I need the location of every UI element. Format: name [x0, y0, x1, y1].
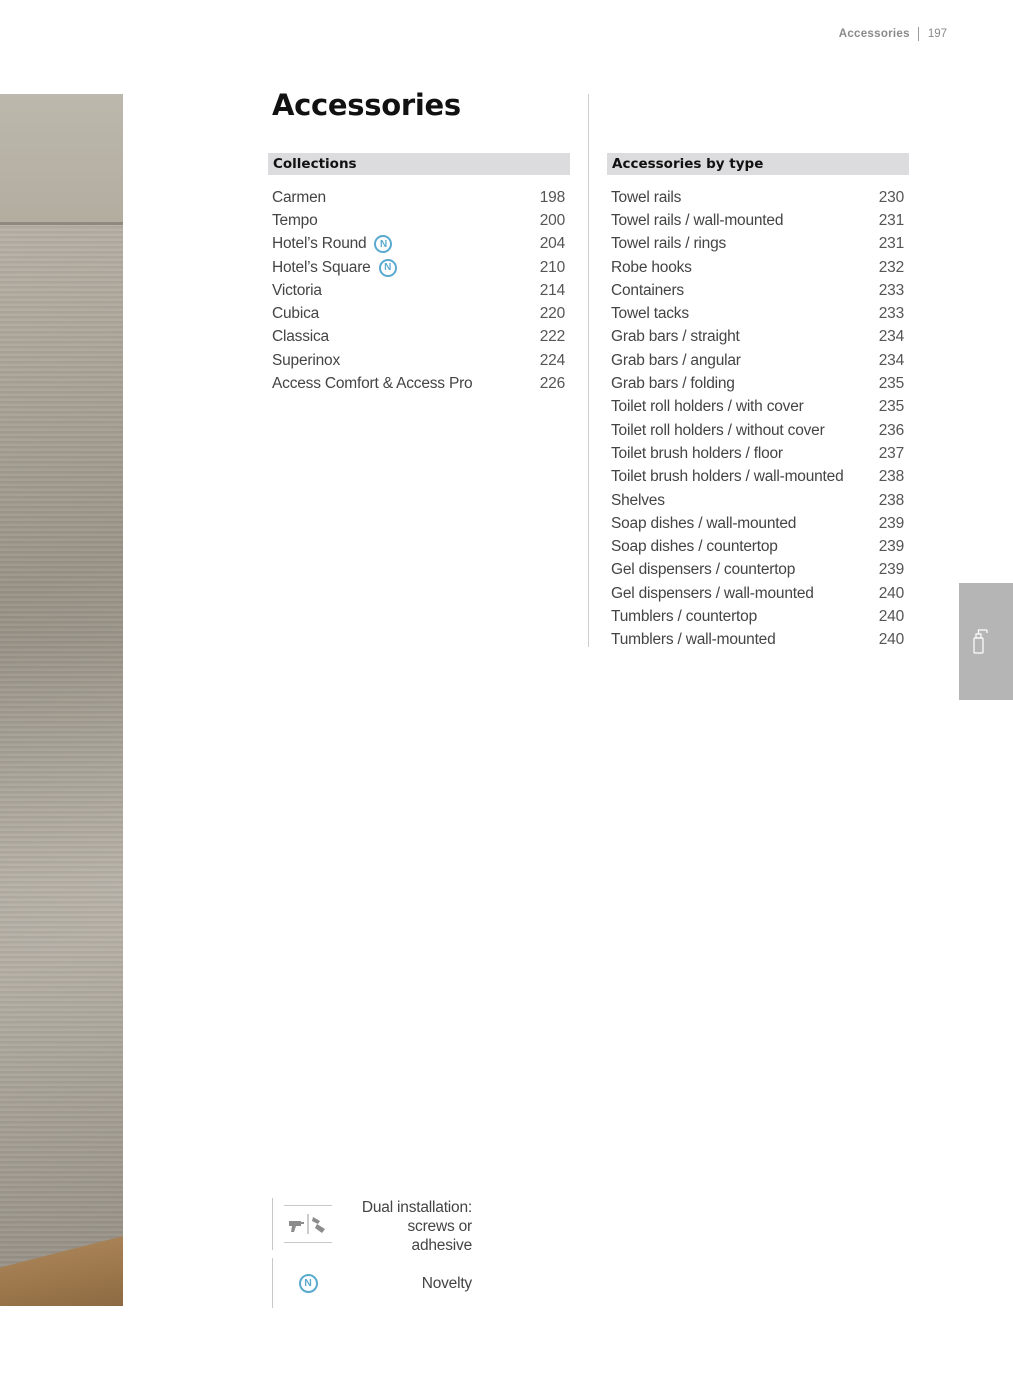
- collection-page: 224: [539, 351, 565, 369]
- legend-dual-line1: Dual installation:: [361, 1199, 472, 1216]
- collections-heading: Collections: [268, 153, 570, 175]
- by-type-column: [607, 153, 909, 652]
- photo-ledge: [0, 94, 123, 225]
- photo-floor: [0, 1236, 123, 1306]
- collection-name: Cubica: [272, 305, 320, 323]
- legend-dual-installation: [272, 1198, 472, 1254]
- collections-list: [268, 186, 570, 396]
- collection-page: 210: [539, 258, 565, 276]
- interior-photo-strip: [0, 94, 123, 1306]
- running-head-separator: [918, 27, 919, 41]
- collection-page: 204: [539, 235, 565, 253]
- type-row[interactable]: [607, 535, 909, 558]
- section-side-tab[interactable]: [959, 583, 1013, 700]
- type-row[interactable]: [607, 302, 909, 325]
- legend-dual-text: [343, 1198, 472, 1254]
- collection-row-superinox[interactable]: [268, 349, 570, 372]
- type-name: Towel rails / wall-mounted: [611, 211, 784, 229]
- type-row[interactable]: [607, 372, 909, 395]
- collection-name: Tempo: [272, 211, 318, 229]
- collection-name: Carmen: [272, 188, 326, 206]
- type-page: 240: [878, 584, 904, 602]
- type-row[interactable]: [607, 489, 909, 512]
- type-row[interactable]: [607, 279, 909, 302]
- collections-column: [268, 153, 570, 396]
- type-name: Tumblers / countertop: [611, 607, 757, 625]
- type-page: 235: [878, 398, 904, 416]
- type-name: Containers: [611, 281, 684, 299]
- type-name: Soap dishes / countertop: [611, 538, 778, 556]
- collection-row-hotels-square[interactable]: [268, 256, 570, 279]
- type-row[interactable]: [607, 512, 909, 535]
- collection-name: Access Comfort & Access Pro: [272, 375, 473, 393]
- type-row[interactable]: [607, 209, 909, 232]
- column-divider: [588, 94, 589, 647]
- type-name: Grab bars / folding: [611, 375, 735, 393]
- collection-name: Hotel’s Round N: [272, 235, 392, 253]
- type-name: Toilet roll holders / without cover: [611, 421, 825, 439]
- type-page: 235: [878, 375, 904, 393]
- type-name: Toilet brush holders / floor: [611, 444, 783, 462]
- collection-row-access-comfort[interactable]: [268, 372, 570, 395]
- type-page: 238: [878, 468, 904, 486]
- running-head: [839, 27, 947, 41]
- collection-page: 226: [539, 375, 565, 393]
- type-page: 240: [878, 631, 904, 649]
- collection-row-hotels-round[interactable]: [268, 233, 570, 256]
- type-page: 240: [878, 607, 904, 625]
- type-name: Robe hooks: [611, 258, 692, 276]
- type-row[interactable]: [607, 396, 909, 419]
- type-page: 232: [878, 258, 904, 276]
- type-row[interactable]: [607, 186, 909, 209]
- collection-name: Superinox: [272, 351, 340, 369]
- drill-and-adhesive-icon: [284, 1205, 332, 1243]
- collection-row-carmen[interactable]: [268, 186, 570, 209]
- type-name: Grab bars / straight: [611, 328, 740, 346]
- legend-dual-line3: adhesive: [411, 1237, 472, 1254]
- novelty-n-icon: N: [374, 235, 392, 253]
- type-page: 236: [878, 421, 904, 439]
- type-name: Towel rails / rings: [611, 235, 727, 253]
- collection-row-victoria[interactable]: [268, 279, 570, 302]
- novelty-n-icon: N: [299, 1274, 318, 1293]
- legend-novelty-label: Novelty: [421, 1274, 472, 1292]
- type-row[interactable]: [607, 419, 909, 442]
- legend-icon-cell: [273, 1258, 343, 1308]
- type-row[interactable]: [607, 256, 909, 279]
- running-head-section: Accessories: [838, 28, 910, 40]
- collection-name: Victoria: [272, 281, 322, 299]
- type-page: 234: [878, 351, 904, 369]
- type-row[interactable]: [607, 466, 909, 489]
- type-name: Gel dispensers / wall-mounted: [611, 584, 814, 602]
- legend-icon-cell: [273, 1198, 343, 1250]
- type-name: Soap dishes / wall-mounted: [611, 514, 797, 532]
- type-name: Towel rails: [611, 188, 682, 206]
- type-name: Towel tacks: [611, 305, 689, 323]
- type-row[interactable]: [607, 233, 909, 256]
- collection-row-cubica[interactable]: [268, 302, 570, 325]
- type-page: 231: [878, 211, 904, 229]
- legend-novelty: [272, 1258, 472, 1308]
- type-page: 233: [878, 305, 904, 323]
- soap-dispenser-icon: [970, 627, 990, 655]
- type-row[interactable]: [607, 605, 909, 628]
- legend-novelty-text: [343, 1258, 472, 1308]
- type-row[interactable]: [607, 442, 909, 465]
- type-row[interactable]: [607, 582, 909, 605]
- type-name: Shelves: [611, 491, 665, 509]
- type-page: 233: [878, 281, 904, 299]
- type-page: 230: [878, 188, 904, 206]
- type-page: 231: [878, 235, 904, 253]
- type-row[interactable]: [607, 629, 909, 652]
- by-type-list: [607, 186, 909, 652]
- type-page: 239: [878, 538, 904, 556]
- novelty-n-icon: N: [379, 259, 397, 277]
- type-page: 237: [878, 444, 904, 462]
- type-page: 239: [878, 514, 904, 532]
- type-row[interactable]: [607, 326, 909, 349]
- type-page: 239: [878, 561, 904, 579]
- type-name: Toilet brush holders / wall-mounted: [611, 468, 844, 486]
- collection-page: 200: [539, 211, 565, 229]
- collection-page: 198: [539, 188, 565, 206]
- type-page: 234: [878, 328, 904, 346]
- type-row[interactable]: [607, 559, 909, 582]
- collection-row-tempo[interactable]: [268, 209, 570, 232]
- page-title: Accessories: [272, 88, 461, 122]
- type-name: Tumblers / wall-mounted: [611, 631, 776, 649]
- legend: [272, 1198, 472, 1308]
- type-row[interactable]: [607, 349, 909, 372]
- collection-page: 222: [539, 328, 565, 346]
- type-name: Gel dispensers / countertop: [611, 561, 796, 579]
- collection-row-classica[interactable]: [268, 326, 570, 349]
- type-name: Grab bars / angular: [611, 351, 741, 369]
- type-page: 238: [878, 491, 904, 509]
- legend-dual-line2: screws or: [407, 1218, 472, 1235]
- collection-name: Hotel’s Square N: [272, 259, 397, 277]
- page-number: 197: [927, 28, 947, 40]
- collection-page: 214: [539, 281, 565, 299]
- by-type-heading: Accessories by type: [607, 153, 909, 175]
- type-name: Toilet roll holders / with cover: [611, 398, 804, 416]
- collection-page: 220: [539, 305, 565, 323]
- collection-name: Classica: [272, 328, 329, 346]
